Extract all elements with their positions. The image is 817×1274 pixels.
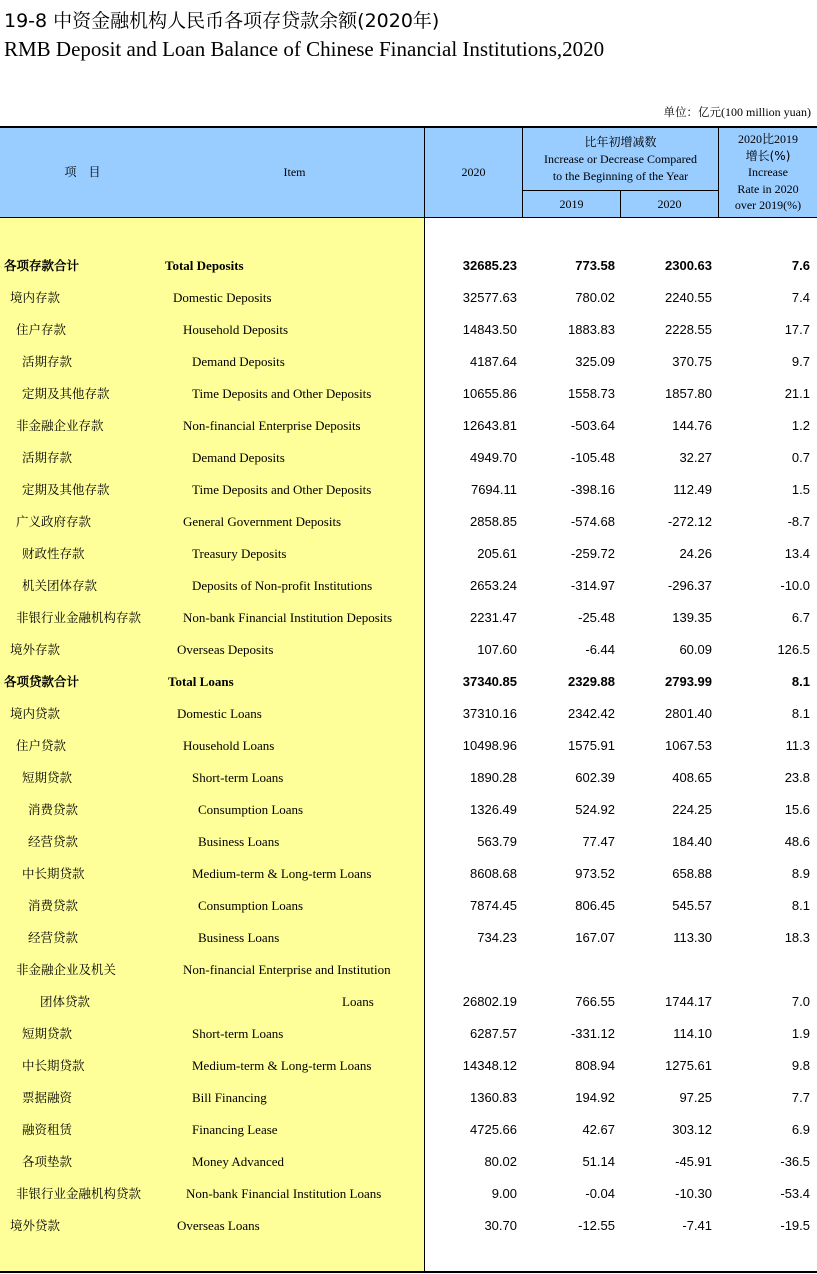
row-change-2019: -503.64 [570, 418, 615, 433]
table-row [0, 314, 817, 346]
table-row [0, 634, 817, 666]
row-change-2020: 139.35 [672, 610, 712, 625]
row-item-cn: 境外存款 [10, 642, 61, 657]
row-item-en: Medium-term & Long-term Loans [192, 866, 372, 881]
row-value-2020: 107.60 [477, 642, 517, 657]
row-item-cn: 非银行业金融机构贷款 [16, 1186, 142, 1201]
row-item-cn: 境外贷款 [10, 1218, 61, 1233]
row-change-2019: -314.97 [570, 578, 615, 593]
row-change-2019: 42.67 [582, 1122, 615, 1137]
table-row [0, 602, 817, 634]
row-change-2019: -25.48 [578, 610, 615, 625]
row-change-2020: 2300.63 [665, 258, 712, 273]
row-growth-rate: 126.5 [777, 642, 810, 657]
row-change-2019: 51.14 [582, 1154, 615, 1169]
row-value-2020: 80.02 [484, 1154, 517, 1169]
row-growth-rate: 1.2 [791, 418, 810, 433]
row-item-cn: 活期存款 [22, 450, 73, 465]
table-row [0, 538, 817, 570]
header-rate-l4: Rate in 2020 [737, 181, 799, 196]
row-item-cn: 消费贷款 [28, 898, 79, 913]
row-value-2020: 26802.19 [462, 994, 517, 1009]
row-growth-rate: 23.8 [784, 770, 810, 785]
row-change-2019: 806.45 [575, 898, 615, 913]
row-growth-rate: 11.3 [785, 738, 810, 753]
header-rate-l5: over 2019(%) [734, 198, 802, 213]
row-value-2020: 14843.50 [462, 322, 517, 337]
row-change-2019: 325.09 [575, 354, 615, 369]
row-item-en: Time Deposits and Other Deposits [192, 482, 372, 497]
table-row [0, 826, 817, 858]
table-row [0, 346, 817, 378]
row-change-2020: -296.37 [667, 578, 712, 593]
row-change-2020: -45.91 [675, 1154, 712, 1169]
row-item-en: Non-financial Enterprise Deposits [183, 418, 361, 433]
header-change-en2: to the Beginning of the Year [552, 168, 689, 183]
row-item-en: Short-term Loans [192, 770, 284, 785]
header-sub-2019: 2019 [559, 196, 584, 211]
row-item-en: Business Loans [198, 930, 280, 945]
table-row [0, 250, 817, 282]
row-item-en: Overseas Deposits [177, 642, 274, 657]
unit-label-en: (100 million yuan) [721, 105, 811, 119]
page-title-chinese: 19-8 中资金融机构人民币各项存贷款余额(2020年) [4, 10, 440, 32]
row-item-cn: 各项存款合计 [4, 258, 80, 273]
row-change-2019: 766.55 [575, 994, 615, 1009]
row-change-2020: 2801.40 [665, 706, 712, 721]
row-growth-rate: 8.1 [791, 898, 810, 913]
row-growth-rate: 1.9 [791, 1026, 810, 1041]
row-item-en: Demand Deposits [192, 450, 285, 465]
row-growth-rate: 15.6 [784, 802, 810, 817]
row-change-2020: 658.88 [672, 866, 712, 881]
row-item-en: Domestic Loans [177, 706, 262, 721]
row-change-2019: -6.44 [585, 642, 615, 657]
row-item-cn: 境内存款 [10, 290, 61, 305]
row-growth-rate: 7.4 [791, 290, 810, 305]
row-item-en: Demand Deposits [192, 354, 285, 369]
row-growth-rate: 1.5 [791, 482, 810, 497]
table-row [0, 666, 817, 698]
row-item-cn: 短期贷款 [22, 1026, 73, 1041]
row-value-2020: 563.79 [477, 834, 517, 849]
row-value-2020: 32685.23 [462, 258, 517, 273]
row-change-2019: 780.02 [575, 290, 615, 305]
row-item-cn: 票据融资 [22, 1090, 73, 1105]
table-row [0, 282, 817, 314]
header-col-2020: 2020 [461, 165, 486, 179]
row-item-en: Consumption Loans [198, 802, 304, 817]
unit-label-cn: 单位：亿元 [663, 105, 721, 119]
row-change-2019: 773.58 [575, 258, 615, 273]
row-growth-rate: 9.8 [791, 1058, 810, 1073]
row-change-2020: 32.27 [679, 450, 712, 465]
row-growth-rate: 8.9 [791, 866, 810, 881]
row-value-2020: 205.61 [477, 546, 517, 561]
row-value-2020: 30.70 [484, 1218, 517, 1233]
row-change-2020: -272.12 [667, 514, 712, 529]
row-value-2020: 2858.85 [470, 514, 517, 529]
row-change-2019: -12.55 [578, 1218, 615, 1233]
table-row [0, 1178, 817, 1210]
row-item-cn: 机关团体存款 [22, 578, 98, 593]
row-value-2020: 4187.64 [470, 354, 517, 369]
row-item-en: Loans [342, 994, 374, 1009]
table-row [0, 954, 817, 986]
header-change-cn: 比年初增减数 [584, 134, 657, 149]
row-growth-rate: 0.7 [791, 450, 810, 465]
table-row [0, 410, 817, 442]
row-item-en: Treasury Deposits [192, 546, 287, 561]
row-change-2020: 2240.55 [665, 290, 712, 305]
row-growth-rate: -36.5 [780, 1154, 810, 1169]
row-change-2020: 113.30 [673, 930, 712, 945]
row-change-2020: 144.76 [672, 418, 712, 433]
row-item-cn: 各项贷款合计 [4, 674, 80, 689]
table-row [0, 858, 817, 890]
row-item-cn: 中长期贷款 [22, 1058, 85, 1073]
row-item-en: Non-financial Enterprise and Institution [183, 962, 391, 977]
row-item-cn: 住户存款 [16, 322, 67, 337]
row-change-2020: 2793.99 [665, 674, 712, 689]
row-item-en: Business Loans [198, 834, 280, 849]
row-value-2020: 32577.63 [462, 290, 517, 305]
row-value-2020: 9.00 [491, 1186, 517, 1201]
row-growth-rate: 21.1 [784, 386, 810, 401]
table-row [0, 378, 817, 410]
row-change-2020: 2228.55 [665, 322, 712, 337]
header-rate [719, 128, 817, 217]
table-row [0, 1210, 817, 1242]
row-item-cn: 财政性存款 [22, 546, 85, 561]
row-item-en: Time Deposits and Other Deposits [192, 386, 372, 401]
table-row [0, 730, 817, 762]
table-row [0, 986, 817, 1018]
row-change-2019: 524.92 [575, 802, 615, 817]
row-change-2020: 112.49 [673, 482, 712, 497]
row-change-2019: 808.94 [575, 1058, 615, 1073]
row-change-2019: 1575.91 [568, 738, 615, 753]
row-value-2020: 1890.28 [470, 770, 517, 785]
row-change-2019: 1883.83 [568, 322, 615, 337]
row-change-2020: 224.25 [672, 802, 712, 817]
table-row [0, 506, 817, 538]
row-value-2020: 4949.70 [470, 450, 517, 465]
row-change-2020: 1744.17 [665, 994, 712, 1009]
table-row [0, 794, 817, 826]
row-item-en: Short-term Loans [192, 1026, 284, 1041]
row-item-cn: 中长期贷款 [22, 866, 85, 881]
header-rate-l2: 增长(%) [745, 148, 791, 163]
row-item-cn: 定期及其他存款 [22, 482, 110, 497]
table-row [0, 922, 817, 954]
row-item-en: Money Advanced [192, 1154, 285, 1169]
row-change-2020: -7.41 [682, 1218, 712, 1233]
page-title-english: RMB Deposit and Loan Balance of Chinese Financial Institutions,2020 [4, 37, 605, 61]
row-change-2020: 1857.80 [665, 386, 712, 401]
table-row [0, 890, 817, 922]
row-item-cn: 融资租赁 [22, 1122, 73, 1137]
row-item-cn: 消费贷款 [28, 802, 79, 817]
row-change-2019: -398.16 [570, 482, 615, 497]
table-row [0, 570, 817, 602]
row-item-cn: 活期存款 [22, 354, 73, 369]
row-change-2020: 184.40 [672, 834, 712, 849]
row-change-2020: 60.09 [679, 642, 712, 657]
row-growth-rate: 18.3 [784, 930, 810, 945]
row-growth-rate: -19.5 [780, 1218, 810, 1233]
row-growth-rate: 7.7 [791, 1090, 810, 1105]
row-value-2020: 2231.47 [470, 610, 517, 625]
row-item-cn: 各项垫款 [22, 1154, 73, 1169]
row-item-en: Household Deposits [183, 322, 289, 337]
unit-label [664, 104, 812, 120]
row-item-cn: 经营贷款 [28, 834, 79, 849]
row-value-2020: 37340.85 [462, 674, 517, 689]
row-value-2020: 37310.16 [462, 706, 517, 721]
row-item-cn: 境内贷款 [10, 706, 61, 721]
row-item-cn: 定期及其他存款 [22, 386, 110, 401]
row-item-cn: 非金融企业及机关 [16, 962, 117, 977]
row-change-2019: 194.92 [575, 1090, 615, 1105]
row-value-2020: 734.23 [477, 930, 517, 945]
row-change-2019: -105.48 [570, 450, 615, 465]
row-growth-rate: -10.0 [780, 578, 810, 593]
header-change-en1: Increase or Decrease Compared [544, 151, 697, 166]
row-growth-rate: 48.6 [784, 834, 810, 849]
row-change-2020: 114.10 [673, 1026, 712, 1041]
row-change-2019: -259.72 [570, 546, 615, 561]
row-value-2020: 1326.49 [470, 802, 517, 817]
row-value-2020: 7874.45 [470, 898, 517, 913]
row-change-2019: 602.39 [575, 770, 615, 785]
bottom-rule [0, 1271, 817, 1273]
row-growth-rate: 6.9 [791, 1122, 810, 1137]
row-change-2019: 2342.42 [568, 706, 615, 721]
table-row [0, 762, 817, 794]
header-rate-l3: Increase [748, 165, 788, 180]
row-item-en: Bill Financing [192, 1090, 267, 1105]
row-item-cn: 非金融企业存款 [16, 418, 104, 433]
header-sub-2020: 2020 [657, 196, 682, 211]
row-value-2020: 10498.96 [462, 738, 517, 753]
table-row [0, 442, 817, 474]
row-value-2020: 6287.57 [470, 1026, 517, 1041]
row-growth-rate: 7.6 [791, 258, 810, 273]
row-item-cn: 团体贷款 [40, 994, 91, 1009]
row-change-2020: 1067.53 [665, 738, 712, 753]
header-item-en: Item [283, 165, 306, 179]
row-growth-rate: 13.4 [784, 546, 810, 561]
table-row [0, 1114, 817, 1146]
table-row [0, 1082, 817, 1114]
row-item-cn: 短期贷款 [22, 770, 73, 785]
row-growth-rate: -8.7 [787, 514, 810, 529]
row-growth-rate: 7.0 [791, 994, 810, 1009]
header-rate-l1: 2020比2019 [737, 132, 798, 147]
row-growth-rate: 8.1 [791, 706, 810, 721]
row-change-2020: 24.26 [679, 546, 712, 561]
row-change-2020: 303.12 [672, 1122, 712, 1137]
row-item-cn: 住户贷款 [16, 738, 67, 753]
row-item-en: Household Loans [183, 738, 275, 753]
row-change-2020: 97.25 [679, 1090, 712, 1105]
header-bottom-rule [0, 217, 817, 218]
row-growth-rate: 6.7 [791, 610, 810, 625]
row-item-en: Non-bank Financial Institution Deposits [183, 610, 393, 625]
row-change-2019: -0.04 [585, 1186, 615, 1201]
row-change-2019: 2329.88 [568, 674, 615, 689]
row-item-cn: 经营贷款 [28, 930, 79, 945]
row-growth-rate: -53.4 [780, 1186, 810, 1201]
row-value-2020: 4725.66 [470, 1122, 517, 1137]
row-growth-rate: 8.1 [791, 674, 810, 689]
row-item-en: Deposits of Non-profit Institutions [192, 578, 373, 593]
row-item-en: Total Deposits [165, 258, 244, 273]
table-row [0, 1146, 817, 1178]
row-item-en: Domestic Deposits [173, 290, 272, 305]
row-change-2019: -331.12 [570, 1026, 615, 1041]
row-value-2020: 1360.83 [470, 1090, 517, 1105]
table-row [0, 1050, 817, 1082]
row-value-2020: 14348.12 [462, 1058, 517, 1073]
row-change-2019: 1558.73 [568, 386, 615, 401]
row-item-en: General Government Deposits [183, 514, 342, 529]
row-change-2020: 408.65 [672, 770, 712, 785]
row-item-en: Financing Lease [192, 1122, 278, 1137]
table-row [0, 698, 817, 730]
row-value-2020: 7694.11 [470, 482, 517, 497]
row-value-2020: 10655.86 [462, 386, 517, 401]
table-row [0, 474, 817, 506]
row-change-2019: 77.47 [582, 834, 615, 849]
header-change-group [523, 128, 718, 190]
row-growth-rate: 17.7 [784, 322, 810, 337]
header-item-cn: 项 目 [64, 165, 101, 179]
row-item-en: Consumption Loans [198, 898, 304, 913]
row-item-en: Total Loans [168, 674, 234, 689]
row-value-2020: 8608.68 [470, 866, 517, 881]
table-row [0, 1018, 817, 1050]
row-change-2019: 973.52 [575, 866, 615, 881]
row-change-2020: 545.57 [672, 898, 712, 913]
row-item-en: Non-bank Financial Institution Loans [186, 1186, 382, 1201]
row-item-cn: 广义政府存款 [16, 514, 92, 529]
row-change-2020: 370.75 [672, 354, 712, 369]
row-change-2020: -10.30 [675, 1186, 712, 1201]
row-value-2020: 12643.81 [462, 418, 517, 433]
row-item-en: Overseas Loans [177, 1218, 260, 1233]
row-value-2020: 2653.24 [470, 578, 517, 593]
row-item-en: Medium-term & Long-term Loans [192, 1058, 372, 1073]
row-change-2019: -574.68 [570, 514, 615, 529]
row-growth-rate: 9.7 [791, 354, 810, 369]
row-change-2019: 167.07 [575, 930, 615, 945]
row-item-cn: 非银行业金融机构存款 [16, 610, 142, 625]
row-change-2020: 1275.61 [665, 1058, 712, 1073]
